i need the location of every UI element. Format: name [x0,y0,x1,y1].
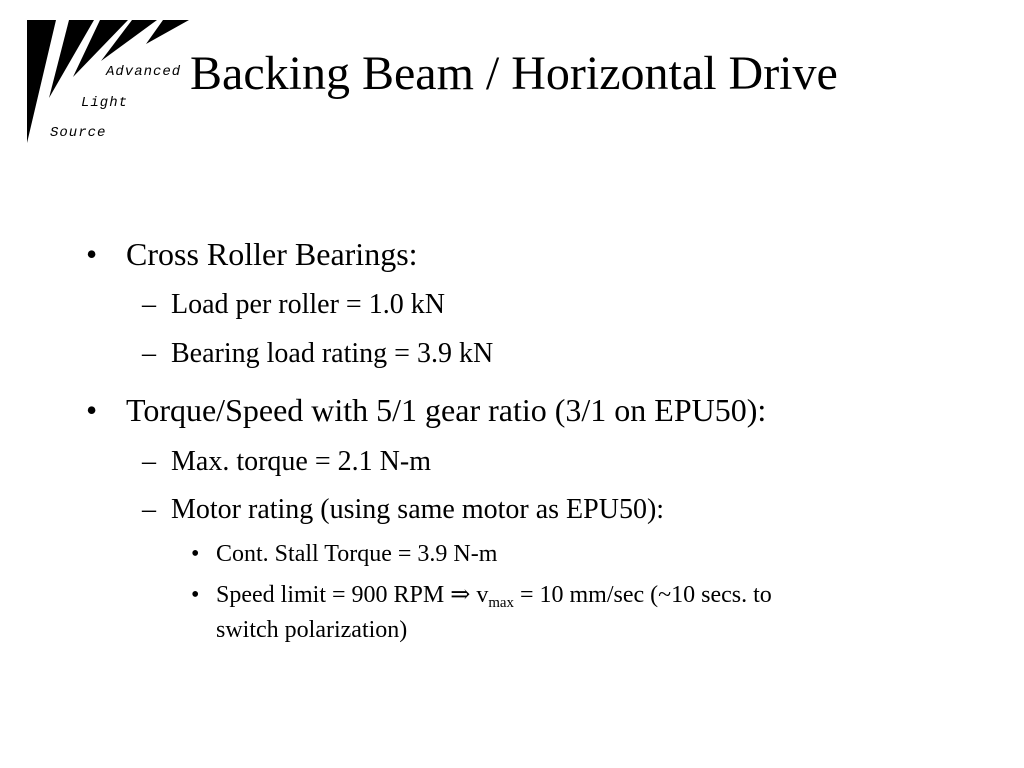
bullet-torque-speed: Torque/Speed with 5/1 gear ratio (3/1 on EPU50): [126,392,767,428]
sub-bullet-motor-rating: Motor rating (using same motor as EPU50): [171,494,665,525]
bullet-marker: • [191,582,200,608]
logo-text-light: Light [81,95,129,111]
sub-bullet-load-per-roller: Load per roller = 1.0 kN [171,289,445,320]
slide-title: Backing Beam / Horizontal Drive [190,47,838,100]
bullet-marker: • [86,392,98,428]
dash-marker: – [142,446,156,477]
sub-bullet-bearing-load-rating: Bearing load rating = 3.9 kN [171,338,494,369]
sub-sub-bullet-stall-torque: Cont. Stall Torque = 3.9 N-m [216,541,498,567]
bullet-marker: • [191,541,200,567]
implies-arrow-icon: ⇒ [450,582,471,608]
logo-text-source: Source [50,125,107,141]
sub-sub-bullet-speed-limit-continued: switch polarization) [216,617,408,643]
dash-marker: – [142,338,156,369]
logo-text-advanced: Advanced [106,64,182,80]
bullet-marker: • [86,236,98,272]
speed-limit-text: Speed limit = 900 RPM [216,582,445,608]
sub-bullet-max-torque: Max. torque = 2.1 N-m [171,446,431,477]
dash-marker: – [142,289,156,320]
dash-marker: – [142,494,156,525]
velocity-symbol: v [476,582,489,608]
velocity-value-text: = 10 mm/sec (~10 secs. to [519,582,772,608]
bullet-cross-roller-bearings: Cross Roller Bearings: [126,236,418,272]
velocity-subscript: max [488,595,514,611]
